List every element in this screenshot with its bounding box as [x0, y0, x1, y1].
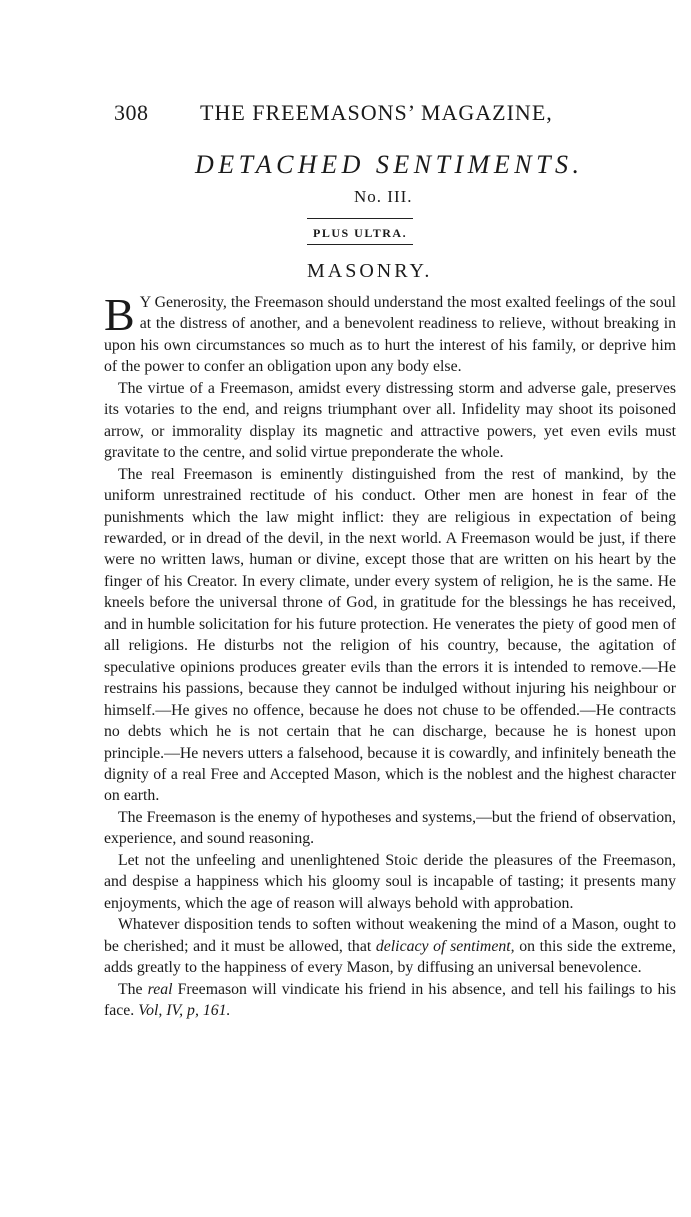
motto-rule-top [307, 218, 413, 219]
paragraph-text: The real Freemason is eminently distinguished from the rest of mankind, by the uniform unrestrained rectitude of his conduct. Other men are honest in fear of the punishments which the law might inflict: they are religious in expectation of being rewarded, or in dread of the devil, in the next world. A Freemason would be just, if there were no written laws, human or divine, except those that are written on his heart by the finger of his Creator. In every climate, under every system of religion, he is the same. He kneels before the universal throne of God, in gratitude for the blessings he has received, and in humble solicitation for his future protection. He venerates the piety of good men of all religions. He disturbs not the religion of his country, because, the agitation of speculative opinions produces greater evils than the errors it is intended to remove.—He restrains his passions, because they cannot be indulged without injuring his neighbour or himself.—He gives no offence, because he does not chuse to be offended.—He contracts no debts which he is not certain that he can discharge, because he is honest upon principle.—He nevers utters a falsehood, because it is cowardly, and infinitely beneath the dignity of a real Free and Accepted Mason, which is the noblest and the highest character on earth. [104, 465, 676, 805]
article-paragraph [104, 464, 676, 807]
article-paragraph [104, 979, 676, 1022]
paragraph-text: The Freemason is the enemy of hypotheses and systems,—but the friend of observation, experience, and sound reasoning. [104, 808, 676, 848]
article-paragraph [104, 378, 676, 464]
paragraph-text: Freemason will vindicate his friend in his absence, and tell his failings to his face. [104, 980, 676, 1019]
journal-title: THE FREEMASONS’ MAGAZINE, [200, 100, 553, 125]
section-title: DETACHED SENTIMENTS. [195, 150, 584, 179]
article-paragraph [104, 914, 676, 978]
article-paragraph [104, 289, 676, 378]
motto-rule-bottom [307, 244, 413, 245]
article-paragraph [104, 850, 676, 914]
paragraph-text: The [118, 980, 148, 998]
running-head [114, 100, 674, 130]
italic-text: Vol, IV, p, 161. [138, 1001, 231, 1019]
article-body [104, 289, 676, 1021]
paragraph-text: Let not the unfeeling and unenlightened Stoic deride the pleasures of the Freemason, and despise a happiness which his gloomy soul is incapable of tasting; it presents many enjoyments, which the age of reason will always behold with approbation. [104, 851, 676, 912]
article-paragraph [104, 807, 676, 850]
paragraph-text: on this side the extreme, adds greatly to the happiness of every Mason, by diffusing an universal benevolence. [104, 937, 676, 977]
motto: PLUS ULTRA. [313, 226, 408, 240]
paragraph-text: The virtue of a Freemason, amidst every distressing storm and adverse gale, preserves its votaries to the end, and reigns triumphant over all. Infidelity may shoot its poisoned arrow, or immorality display its magnetic and attractive powers, yet even evils must gravitate to the centre, and solid virtue preponderate the whole. [104, 379, 676, 462]
paragraph-text: Whatever disposition tends to soften without weakening the mind of a Mason, ought to be cherished; and it must be allowed, that [104, 916, 676, 955]
issue-number: No. III. [354, 187, 413, 206]
italic-text: real [147, 980, 173, 998]
drop-cap: B [104, 289, 135, 340]
article-heading: MASONRY. [307, 260, 433, 282]
paragraph-text: Y Generosity, the Freemason should understand the most exalted feelings of the soul at the distress of another, and a benevolent readiness to relieve, without breaking in upon his own circumstances so much as to hurt the interest of his family, or deprive him of the power to confer an obligation upon any body else. [104, 294, 676, 376]
page-number: 308 [114, 100, 149, 125]
italic-text: delicacy of sentiment, [375, 937, 515, 955]
